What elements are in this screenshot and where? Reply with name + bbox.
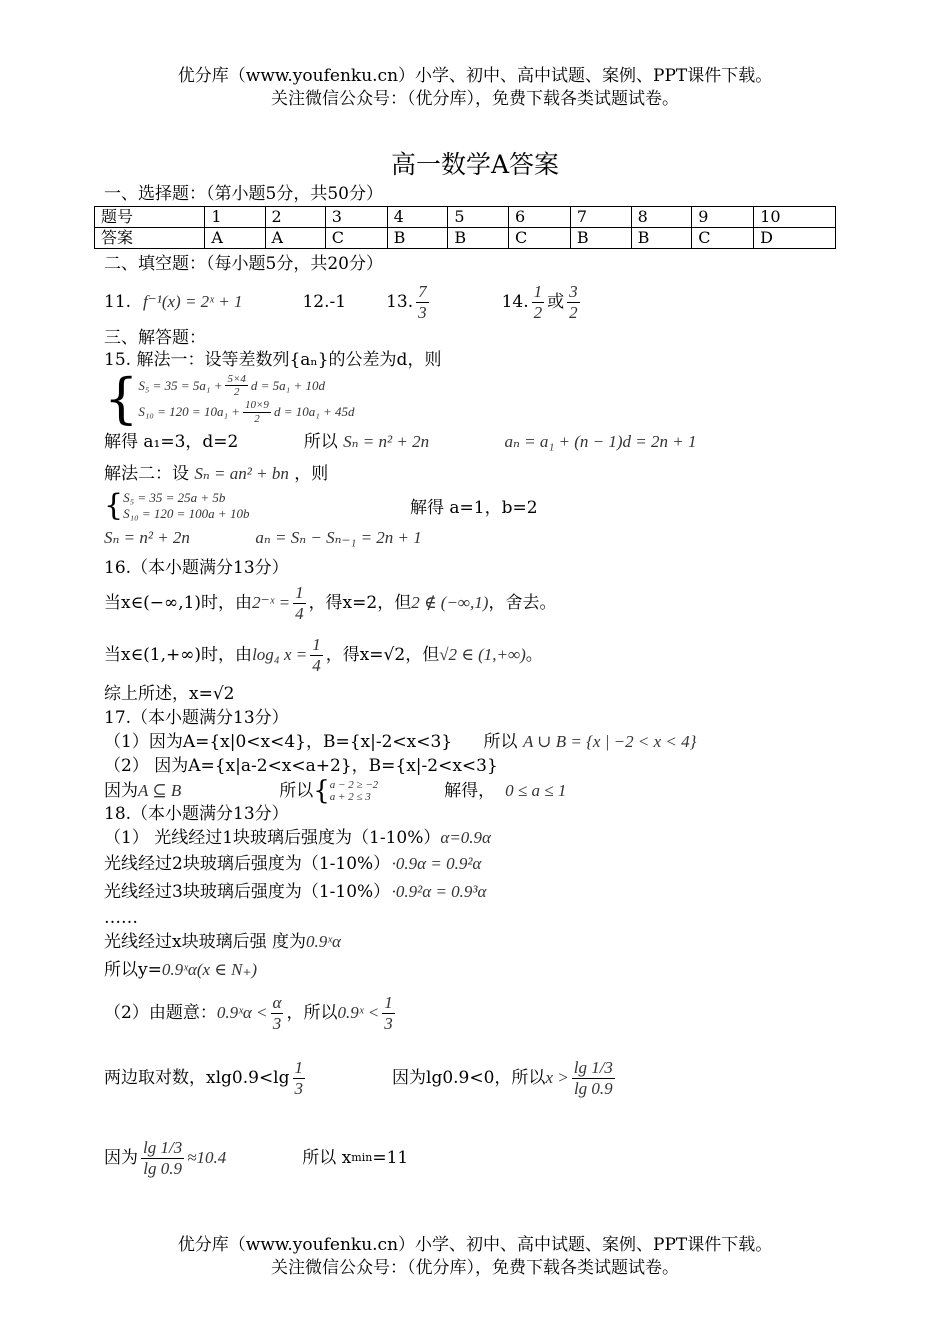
table-cell: 4 xyxy=(387,207,448,228)
table-cell: 6 xyxy=(509,207,571,228)
table-cell: 2 xyxy=(265,207,325,228)
q18-line-3: 光线经过3块玻璃后强度为（1-10%） ·0.9²α = 0.9³α xyxy=(104,882,487,902)
table-cell: 答案 xyxy=(95,228,205,249)
header-line-1: 优分库（www.youfenku.cn）小学、初中、高中试题、案例、PPT课件下载。 xyxy=(177,66,773,86)
table-cell: 7 xyxy=(570,207,631,228)
table-cell: C xyxy=(325,228,387,249)
q18-line-7: 两边取对数，xlg0.9<lg $\frac{1}{3}$ 因为lg0.9<0，所以 x > $\frac{\lg 1/3}{\lg 0.9}$ xyxy=(104,1057,613,1098)
table-cell: A xyxy=(205,228,265,249)
q17-heading: 17.（本小题满分13分） xyxy=(104,708,289,728)
table-row xyxy=(95,228,836,249)
table-cell: 10 xyxy=(754,207,836,228)
table-cell: 8 xyxy=(631,207,692,228)
footer-line-2: 关注微信公众号：（优分库），免费下载各类试题试卷。 xyxy=(271,1258,679,1278)
q17-line-3: 因为 A ⊆ B 所以 { a − 2 ≥ −2 a + 2 ≤ 3 解得， 0 ≤ a ≤ 1 xyxy=(104,776,567,806)
table-cell: B xyxy=(448,228,509,249)
q14-or: 或 xyxy=(547,291,565,312)
section1-heading: 一、选择题：（第小题5分，共50分） xyxy=(104,184,383,204)
q12-answer: 12.-1 xyxy=(302,291,347,312)
section2-heading: 二、填空题：（每小题5分，共20分） xyxy=(104,254,383,274)
q15-system-2: { S₅ = 35 = 25a + 5b S₁₀ = 120 = 100a + 10b xyxy=(104,487,250,523)
q17-line-1: （1）因为A={x|0<x<4}，B={x|-2<x<3} 所以 A ∪ B = {x | −2 < x < 4} xyxy=(104,732,697,752)
q11-label: 11. xyxy=(104,291,132,312)
footer-line-1: 优分库（www.youfenku.cn）小学、初中、高中试题、案例、PPT课件下载。 xyxy=(177,1235,773,1255)
table-cell: 3 xyxy=(325,207,387,228)
table-cell: B xyxy=(631,228,692,249)
q18-ellipsis: …… xyxy=(104,908,138,928)
q15-method-2-intro: 解法二：设 Sₙ = an² + bn ，则 xyxy=(104,464,329,484)
q16-heading: 16.（本小题满分13分） xyxy=(104,558,289,578)
table-cell: B xyxy=(387,228,448,249)
table-cell: C xyxy=(692,228,754,249)
q13-label: 13. xyxy=(386,291,414,312)
q15-solution-2: 解得 a=1，b=2 xyxy=(410,498,538,518)
table-cell: D xyxy=(754,228,836,249)
table-cell: 9 xyxy=(692,207,754,228)
q14-label: 14. xyxy=(501,291,529,312)
q18-line-6: （2）由题意： 0.9ˣα < $\frac{\alpha}{3}$ ，所以 0.9ˣ < $\frac{1}{3}$ xyxy=(104,992,393,1033)
q15-system-1: { S₅ = 35 = 5a₁ + $\frac{5\times 4}{2}$ d = 5a₁ + 10d S₁₀ = 120 = 10a₁ + $\frac{10\times 9}{2}$ d = 10a₁ + 45d xyxy=(104,367,355,430)
q15-method-2-result: Sₙ = n² + 2n aₙ = Sₙ − Sₙ₋₁ = 2n + 1 xyxy=(104,528,422,547)
brace: { xyxy=(104,367,139,430)
table-cell: B xyxy=(570,228,631,249)
header-line-2: 关注微信公众号：（优分库），免费下载各类试题试卷。 xyxy=(271,89,679,109)
q18-line-4: 光线经过x块玻璃后强 度为0.9ˣα xyxy=(104,932,341,952)
q17-line-2: （2） 因为A={x|a-2<x<a+2}，B={x|-2<x<3} xyxy=(104,756,498,776)
q18-line-2: 光线经过2块玻璃后强度为（1-10%） ·0.9α = 0.9²α xyxy=(104,854,482,874)
brace: { xyxy=(313,776,330,806)
q15-intro: 15. 解法一：设等差数列{aₙ}的公差为d，则 xyxy=(104,350,442,370)
brace: { xyxy=(104,487,124,523)
q18-line-8: 因为 $\frac{\lg 1/3}{\lg 0.9}$ ≈10.4 所以 x min =11 xyxy=(104,1137,409,1178)
q13-fraction: $\frac{7}{3}$ xyxy=(418,281,427,322)
q14-fraction-2: $\frac{3}{2}$ xyxy=(569,281,578,322)
q16-line-1: 当x∈(−∞,1)时，由 2⁻ˣ = $\frac{1}{4}$ ，得x=2，但 2 ∉ (−∞,1) ，舍去。 xyxy=(104,582,557,623)
fill-blank-answers xyxy=(104,277,583,327)
q18-line-1: （1） 光线经过1块玻璃后强度为（1-10%）α=0.9α xyxy=(104,828,491,848)
q11-expression: f⁻¹(x) = 2ˣ + 1 xyxy=(143,291,243,311)
table-cell: A xyxy=(265,228,325,249)
q18-heading: 18.（本小题满分13分） xyxy=(104,804,289,824)
q15-solution-1: 解得 a₁=3，d=2 所以 Sₙ = n² + 2n aₙ = a₁ + (n − 1)d = 2n + 1 xyxy=(104,432,697,452)
table-cell: 题号 xyxy=(95,207,205,228)
q14-fraction-1: $\frac{1}{2}$ xyxy=(533,281,543,322)
answer-table xyxy=(94,206,836,249)
section3-heading: 三、解答题： xyxy=(104,328,206,348)
table-cell: 1 xyxy=(205,207,265,228)
table-cell: 5 xyxy=(448,207,509,228)
page-title: 高一数学A答案 xyxy=(390,150,560,179)
q16-conclusion: 综上所述，x=√2 xyxy=(104,684,235,704)
q18-line-5: 所以y=0.9ˣα(x ∈ N₊) xyxy=(104,960,258,980)
q16-line-2: 当x∈(1,+∞)时，由 log₄ x = $\frac{1}{4}$ ，得x=√2，但 √2 ∈ (1,+∞) 。 xyxy=(104,634,543,675)
table-row xyxy=(95,207,836,228)
table-cell: C xyxy=(509,228,571,249)
